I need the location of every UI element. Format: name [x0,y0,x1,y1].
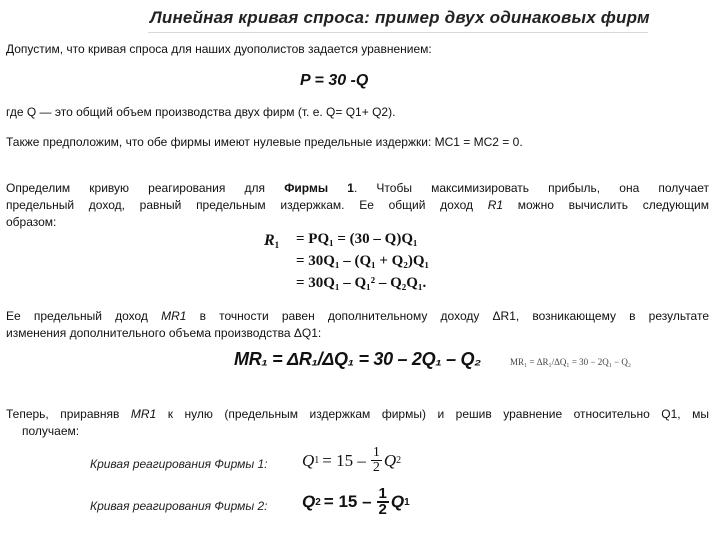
solve-paragraph-line2: получаем: [22,424,80,438]
fraction-denominator: 2 [378,501,387,518]
fraction-denominator: 2 [372,460,380,475]
revenue-row-2: = 30Q₁ – (Q₁ + Q₂)Q₁ [296,253,429,269]
revenue-row-1: = PQ₁ = (30 – Q)Q₁ [296,231,418,247]
q-definition: где Q — это общий объем производства двух фирм (т. е. Q= Q1+ Q2). [6,105,396,119]
page-title: Линейная кривая спроса: пример двух одинаковых фирм [150,8,650,27]
fraction-numerator: 1 [372,445,380,460]
text-run: к нулю (предельным издержкам фирмы) и решив уравнение относительно Q1, мы [156,407,710,421]
text-run: . Чтобы максимизировать прибыль, она получает [353,181,710,195]
reaction-paragraph-line3: образом: [6,215,57,229]
text-run: Ее предельный доход [6,309,162,323]
reaction1-variable-subscript: 2 [396,455,402,466]
revenue-lhs-subscript: 1 [274,240,280,250]
reaction-paragraph-line1 [6,180,709,197]
reaction2-lhs-subscript: 2 [315,496,321,508]
reaction1-fraction [371,446,382,475]
marginal-revenue-paragraph [6,308,709,342]
revenue-lhs-symbol: R [264,232,275,249]
text-run: в точности равен дополнительному доходу ΔR1, возникающему в результате [186,309,709,323]
revenue-row-3: = 30Q₁ – Q₁² – Q₂Q₁. [296,275,427,291]
reaction1-constant: = 15 – [322,450,366,470]
reaction1-variable: Q [383,450,397,470]
mr1-italic: MR1 [161,309,187,323]
reaction2-lhs: Q [302,492,316,511]
reaction2-constant: = 15 – [323,492,372,511]
text-run: Теперь, приравняв [6,407,131,421]
r1-italic: R1 [487,198,504,212]
reaction2-label: Кривая реагирования Фирмы 2: [90,499,268,513]
intro-text: Допустим, что кривая спроса для наших дуополистов задается уравнением: [6,42,432,56]
marginal-revenue-equation-small: MR₁ = ΔR₁/ΔQ₁ = 30 − 2Q₁ − Q₂ [510,357,632,367]
mr-paragraph-line1 [6,308,709,325]
solve-paragraph-line1 [6,406,709,423]
reaction2-fraction [377,487,389,517]
reaction1-equation [302,446,401,475]
firm1-bold: Фирмы 1 [284,181,354,195]
reaction1-lhs-subscript: 1 [314,455,320,466]
reaction2-variable-subscript: 1 [404,496,410,508]
demand-equation: P = 30 -Q [300,72,369,89]
text-run: предельный доход, равный предельным издержкам. Ее общий доход [6,198,488,212]
fraction-numerator: 1 [378,485,387,502]
reaction1-lhs: Q [302,450,315,470]
title-divider [148,32,648,33]
marginal-revenue-equation: MR₁ = ΔR₁/ΔQ₁ = 30 – 2Q₁ – Q₂ [234,349,481,369]
revenue-lhs [264,232,279,250]
reaction1-label: Кривая реагирования Фирмы 1: [90,457,268,471]
reaction2-variable: Q [390,492,405,511]
text-run: можно вычислить следующим [503,198,709,212]
mr-paragraph-line2: изменения дополнительного объема производства ΔQ1: [6,326,322,340]
reaction-paragraph-line2 [6,197,709,214]
reaction2-equation [302,487,410,517]
solve-paragraph [6,406,709,440]
reaction-paragraph [6,180,709,231]
mr1-italic: MR1 [130,407,157,421]
text-run: Определим кривую реагирования для [6,181,285,195]
mc-assumption: Также предположим, что обе фирмы имеют нулевые предельные издержки: MC1 = MC2 = 0. [6,135,523,149]
